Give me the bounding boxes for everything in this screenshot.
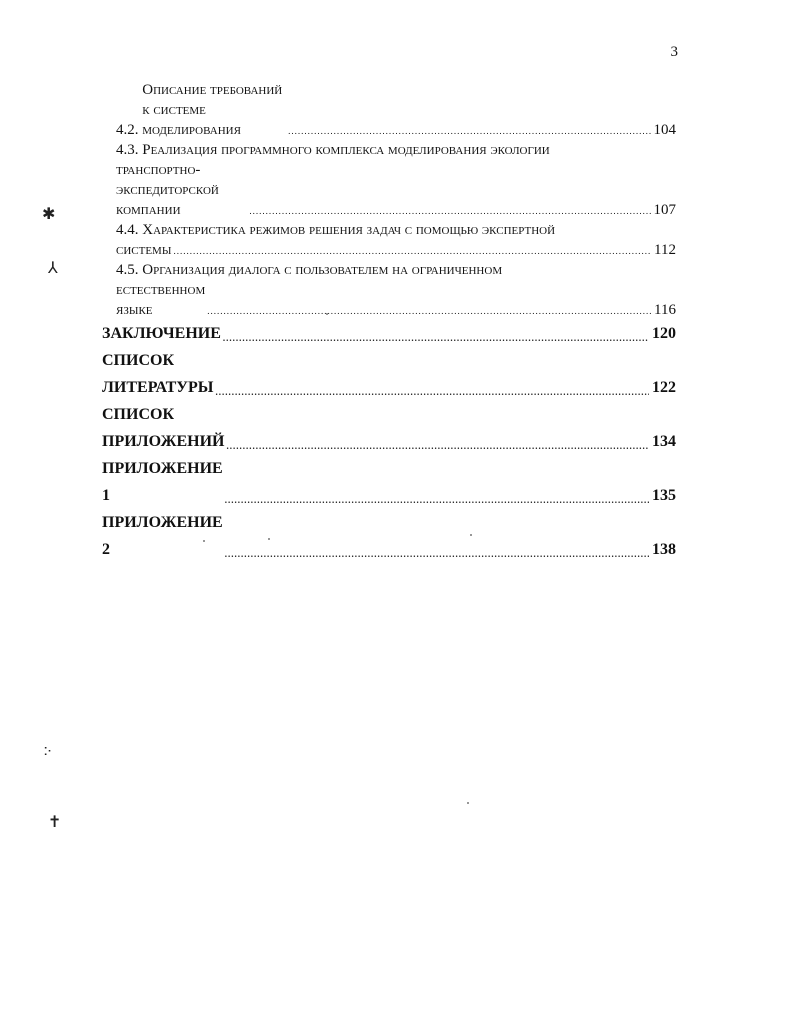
toc-entry-4-5[interactable] <box>102 260 676 320</box>
toc-entry-title-cont: транспортно-экспедиторской компании <box>116 162 219 218</box>
toc-entry-appendix-2[interactable] <box>102 509 676 563</box>
toc-entry-title: СПИСОК ПРИЛОЖЕНИЙ <box>102 406 225 450</box>
toc-entry-conclusion[interactable] <box>102 320 676 347</box>
toc-entry-appendix-list[interactable] <box>102 401 676 455</box>
toc-entry-title: ПРИЛОЖЕНИЕ 1 <box>102 460 223 504</box>
toc-entry-4-3[interactable] <box>102 140 676 220</box>
scan-mark-icon: ✱ <box>42 204 56 223</box>
toc-entry-title: Описание требований к системе моделирования <box>142 82 283 138</box>
scan-speck-icon <box>326 313 328 315</box>
toc-entry-title: ЗАКЛЮЧЕНИЕ <box>102 325 221 342</box>
toc-entry-page: 107 <box>653 202 676 218</box>
toc-entry-title: ПРИЛОЖЕНИЕ 2 <box>102 514 223 558</box>
toc-entry-title: Реализация программного комплекса моделирования экологии <box>142 142 550 158</box>
table-of-contents <box>102 80 676 563</box>
dot-leader <box>173 247 651 256</box>
scan-speck-icon <box>268 538 270 540</box>
toc-entry-title: Организация диалога с пользователем на ограниченном <box>142 262 503 278</box>
dot-leader <box>288 127 650 136</box>
toc-entry-number: 4.4. <box>116 222 139 238</box>
dot-leader <box>225 550 649 559</box>
toc-entry-4-4[interactable] <box>102 220 676 260</box>
toc-entry-title-cont: системы <box>116 242 172 258</box>
dot-leader <box>226 442 649 451</box>
dot-leader <box>215 388 649 397</box>
scan-mark-icon: ✝ <box>48 812 62 831</box>
toc-entry-page: 122 <box>652 379 676 396</box>
scan-speck-icon <box>203 540 205 542</box>
toc-entry-number: 4.3. <box>116 142 139 158</box>
dot-leader <box>249 207 650 216</box>
toc-entry-title: СПИСОК ЛИТЕРАТУРЫ <box>102 352 214 396</box>
page-number: 3 <box>670 44 678 60</box>
toc-entry-page: 112 <box>654 242 676 258</box>
scan-mark-icon: ⅄ <box>48 258 58 277</box>
scan-mark-icon: ჻ <box>44 740 52 759</box>
scan-speck-icon <box>470 534 472 536</box>
toc-entry-page: 120 <box>652 325 676 342</box>
toc-entry-appendix-1[interactable] <box>102 455 676 509</box>
dot-leader <box>223 334 649 343</box>
dot-leader <box>207 307 651 316</box>
toc-entry-number: 4.2. <box>116 122 139 138</box>
toc-entry-page: 116 <box>654 302 676 318</box>
toc-entry-page: 134 <box>652 433 676 450</box>
toc-entry-page: 135 <box>652 487 676 504</box>
toc-entry-page: 138 <box>652 541 676 558</box>
toc-entry-page: 104 <box>653 122 676 138</box>
toc-entry-4-2[interactable] <box>102 80 676 140</box>
toc-entry-title: Характеристика режимов решения задач с помощью экспертной <box>142 222 556 238</box>
scan-speck-icon <box>467 802 469 804</box>
toc-entry-title-cont: естественном языке <box>116 282 206 318</box>
toc-entry-references[interactable] <box>102 347 676 401</box>
dot-leader <box>225 496 649 505</box>
toc-entry-number: 4.5. <box>116 262 139 278</box>
